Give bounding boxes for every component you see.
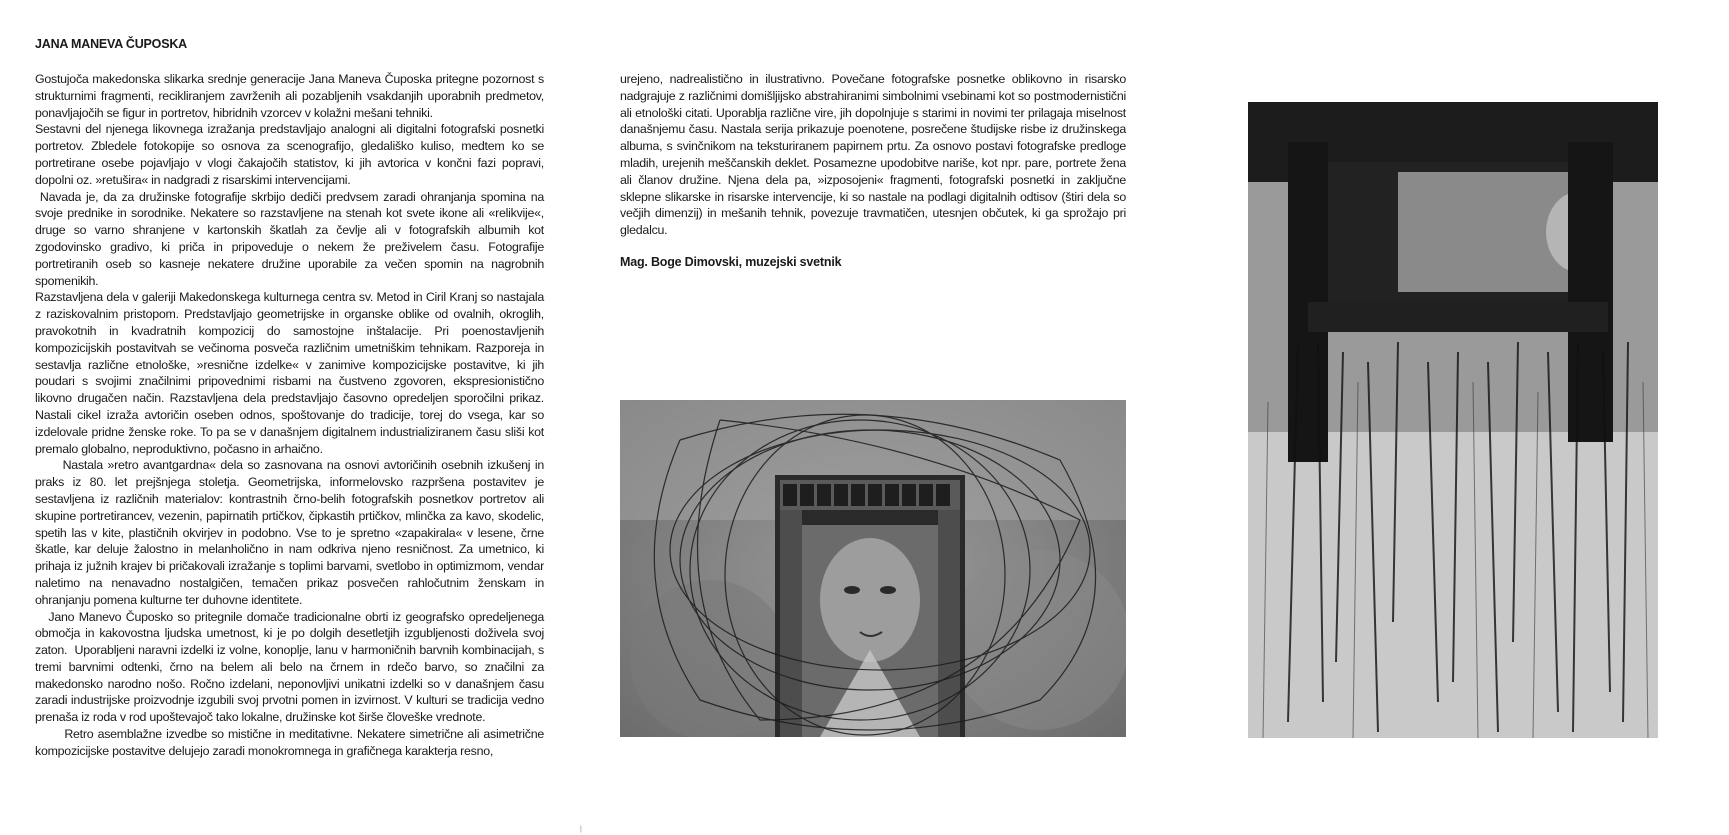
page-mark: |	[580, 826, 582, 833]
paragraph: Razstavljena dela v galeriji Makedonskega kulturnega centra sv. Metod in Ciril Kranj so nastajala z raziskovalnim pristopom. Predstavljajo geometrijske in organske oblike od ovalnih, okroglih, pravokotnih in kvadratnih kompozicij do samostojne inštalacije. Pri poenostavljenih kompozicijskih postavitvah se večinoma posveča različnim umetniškim tehnikam. Razporeja in sestavlja različne etnološke, »resnične izdelke« v zanimive kompozicijske postavitve, ki jih poudari s svojimi značilnimi pripovednimi risbami na čustveno zgovoren, ekspresionistično likovno drugačen način. Razstavljena dela predstavljajo časovno opredeljen sporočilni prikaz. Nastali cikel izraža avtoričin oseben odnos, spoštovanje do tradicije, torej do vsega, kar so izdelovale pridne ženske roke. To pa se v današnjem digitalnem industrializiranem času sliši kot premalo globalno, neproduktivno, počasno in arhaično.	[35, 290, 544, 456]
author-signature: Mag. Boge Dimovski, muzejski svetnik	[620, 255, 842, 269]
artwork-image-collage	[620, 400, 1126, 737]
artwork-image-vertical	[1248, 102, 1658, 738]
page-heading: JANA MANEVA ČUPOSKA	[35, 37, 187, 51]
paragraph: Sestavni del njenega likovnega izražanja predstavljajo analogni ali digitalni fotografski posnetki portretov. Zbledele fotokopije so osnova za scenografijo, gledališko kuliso, medtem ko se portretirane osebe pojavljajo v vlogi čakajočih statistov, ki jih avtorica v končni fazi popravi, dopolni oz. »retušira« in nadgradi z risarskimi intervencijami.	[35, 122, 544, 187]
paragraph: urejeno, nadrealistično in ilustrativno. Povečane fotografske posnetke oblikovno in risarsko nadgrajuje z različnimi domišljijsko abstrahiranimi simbolnimi vsebinami kot so postmodernistični ali etnološki citati. Uporablja različne vire, jih dopolnjuje s starimi in novimi ter prilagaja miselnost današnjemu času. Nastala serija prikazuje poenotene, posrečene študijske risbe iz družinskega albuma, s svinčnikom na teksturiranem papirnem prtu. Za osnovo postavi fotografske predloge mladih, urejenih meščanskih deklet. Posamezne upodobitve nariše, kot npr. pare, portrete žena ali članov družine. Njena dela pa, »izposojeni« fragmenti, fotografski posnetki in zaključne sklepne slikarske in risarske intervencije, ki so nastale na podlagi digitalnih odtisov (štiri dela so večjih dimenzij) in mešanih tehnik, povezuje travmatičen, utesnjen občutek, ki ga sprožajo pri gledalcu.	[620, 72, 1126, 238]
paragraph: Retro asemblažne izvedbe so mistične in meditativne. Nekatere simetrične ali asimetrične kompozicijske postavitve delujejo zaradi monokromnega in grafičnega karakterja resno,	[35, 727, 548, 758]
paragraph: Navada je, da za družinske fotografije skrbijo dediči predvsem zaradi ohranjanja spomina na svoje prednike in sorodnike. Nekatere so razstavljene na stenah kot svete ikone ali «relikvije«, druge so varno shranjene v kartonskih škatlah za čevlje ali v fotografskih albumih kot zgodovinsko gradivo, ki priča in pripoveduje o nekem že preživelem času. Fotografije portretiranih oseb so kasneje nekatere družine uporabile za večen spomin na nagrobnih spomenikih.	[35, 189, 548, 288]
paragraph: Gostujoča makedonska slikarka srednje generacije Jana Maneva Čuposka pritegne pozornost s strukturnimi fragmenti, recikliranjem zavrženih ali pozabljenih vsakdanjih uporabnih predmetov, ponavljajočih se figur in portretov, hibridnih vzorcev v kolažni mešani tehniki.	[35, 72, 544, 120]
text-column-left	[35, 71, 548, 760]
paragraph: Jano Manevo Čuposko so pritegnile domače tradicionalne obrti iz geografsko opredeljenega območja in kakovostna ljudska umetnost, ki je po dolgih desetletjih izgubljenosti doživela svoj zaton. Uporabljeni naravni izdelki iz volne, konoplje, lanu v harmoničnih barvnih kombinacijah, s tremi barvnimi odtenki, črno na belem ali belo na črnem in rdečo barvo, so značilni za makedonsko narodno nošo. Ročno izdelani, neponovljivi unikatni izdelki so v današnjem času zaradi industrijske proizvodnje izgubili svoj prvotni pomen in izvirnost. V kulturi se tradicija vedno prenaša iz roda v rod upoštevajoč tako lokalne, družinske kot širše človeške vrednote.	[35, 609, 548, 725]
paragraph: Nastala »retro avantgardna« dela so zasnovana na osnovi avtoričinih osebnih izkušenj in praks iz 80. let prejšnjega stoletja. Geometrijska, informelovsko razpršena postavitev je sestavljena iz različnih materialov: kontrastnih črno-belih fotografskih posnetkov portretov ali skupine portretirancev, vezenin, papirnatih prtičkov, čipkastih prtičkov, mlinčka za kavo, skodelic, spetih las v kite, plastičnih okvirjev in podobno. Vse to je spretno «zapakirala« v lesene, črne škatle, kar deluje žalostno in melanholično in nam odkriva njeno resničnost. Za umetnico, ki prihaja iz južnih krajev bi pričakovali izražanje s toplimi barvami, svetlobo in optimizmom, vendar naletimo na nenavadno nostalgičen, temačen prikaz posvečen rahločutnim ženskam in ohranjanju pomena kulturne ter duhovne identitete.	[35, 458, 548, 607]
text-column-right	[620, 71, 1126, 239]
